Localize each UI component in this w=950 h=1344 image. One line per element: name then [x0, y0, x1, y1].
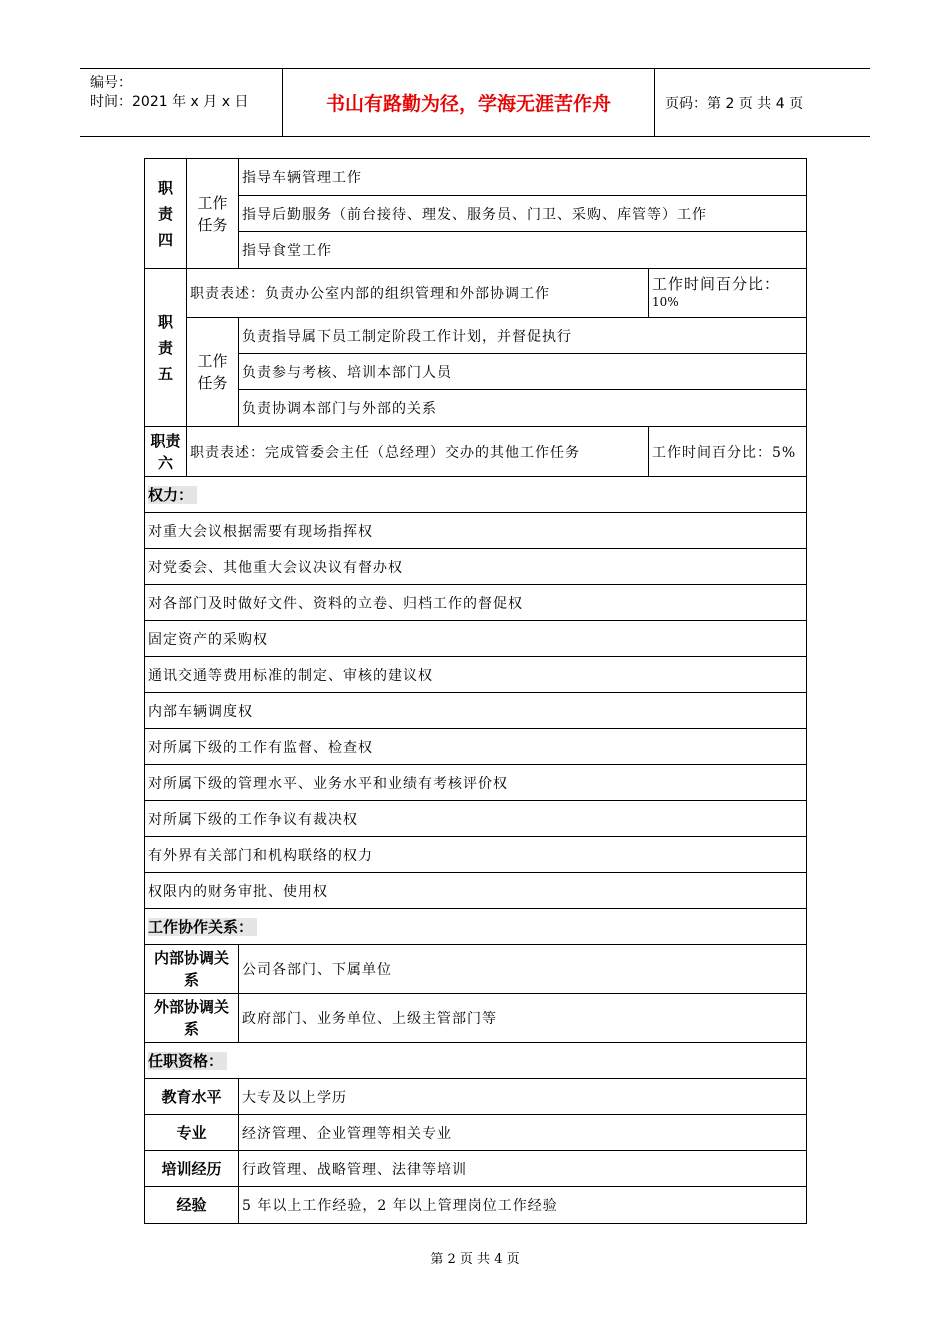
power-item: 有外界有关部门和机构联络的权力: [145, 837, 807, 873]
powers-section-row: [145, 477, 807, 513]
experience-label: 经验: [145, 1187, 239, 1224]
power-row: [145, 657, 807, 693]
duty5-task-label: 工作任务: [187, 318, 239, 427]
relations-section-row: [145, 909, 807, 945]
duty5-percentage: [649, 269, 807, 318]
duty5-task-row: [145, 354, 807, 390]
duty6-description: 职责表述：完成管委会主任（总经理）交办的其他工作任务: [187, 427, 649, 477]
duty5-description: 职责表述：负责办公室内部的组织管理和外部协调工作: [187, 269, 649, 318]
duty4-task-row: [145, 159, 807, 196]
qualifications-title: [145, 1043, 807, 1079]
relations-title: [145, 909, 807, 945]
duty6-row: [145, 427, 807, 477]
power-row: [145, 621, 807, 657]
duty5-task-1: 负责指导属下员工制定阶段工作计划，并督促执行: [239, 318, 807, 354]
qualifications-title-text: 任职资格：: [148, 1052, 227, 1070]
external-relation-label: 外部协调关系: [145, 994, 239, 1043]
duty6-percentage: 工作时间百分比：5%: [649, 427, 807, 477]
duty5-task-3: 负责协调本部门与外部的关系: [239, 390, 807, 427]
major-value: 经济管理、企业管理等相关专业: [239, 1115, 807, 1151]
duty4-task-row: [145, 196, 807, 232]
powers-title: [145, 477, 807, 513]
qualifications-section-row: [145, 1043, 807, 1079]
duty5-percentage-label: 工作时间百分比：: [652, 275, 781, 293]
duty5-desc-row: [145, 269, 807, 318]
power-item: 内部车辆调度权: [145, 693, 807, 729]
power-item: 通讯交通等费用标准的制定、审核的建议权: [145, 657, 807, 693]
external-relation-row: [145, 994, 807, 1043]
power-row: [145, 693, 807, 729]
power-item: 对所属下级的管理水平、业务水平和业绩有考核评价权: [145, 765, 807, 801]
powers-title-text: 权力：: [148, 486, 197, 504]
duty4-task-1: 指导车辆管理工作: [239, 159, 807, 196]
doc-number-label: 编号：: [90, 75, 132, 91]
major-label: 专业: [145, 1115, 239, 1151]
header-meta: [80, 69, 283, 136]
power-row: [145, 801, 807, 837]
education-row: [145, 1079, 807, 1115]
major-row: [145, 1115, 807, 1151]
power-item: 权限内的财务审批、使用权: [145, 873, 807, 909]
doc-date-label: 时间：2021 年 x 月 x 日: [90, 94, 249, 110]
power-row: [145, 549, 807, 585]
power-row: [145, 837, 807, 873]
power-item: 对所属下级的工作有监督、检查权: [145, 729, 807, 765]
experience-row: [145, 1187, 807, 1224]
power-row: [145, 585, 807, 621]
training-row: [145, 1151, 807, 1187]
job-description-table: [144, 158, 807, 1224]
header-page-number: 页码：第 2 页 共 4 页: [665, 95, 804, 112]
power-row: [145, 513, 807, 549]
duty5-task-2: 负责参与考核、培训本部门人员: [239, 354, 807, 390]
page-footer: 第 2 页 共 4 页: [430, 1252, 520, 1267]
duty5-label: 职责五: [145, 269, 187, 427]
power-item: 对所属下级的工作争议有裁决权: [145, 801, 807, 837]
duty5-percentage-value: 10%: [652, 295, 679, 309]
education-label: 教育水平: [145, 1079, 239, 1115]
training-value: 行政管理、战略管理、法律等培训: [239, 1151, 807, 1187]
internal-relation-row: [145, 945, 807, 994]
power-item: 对重大会议根据需要有现场指挥权: [145, 513, 807, 549]
power-row: [145, 765, 807, 801]
duty4-task-2: 指导后勤服务（前台接待、理发、服务员、门卫、采购、库管等）工作: [239, 196, 807, 232]
power-item: 对党委会、其他重大会议决议有督办权: [145, 549, 807, 585]
internal-relation-value: 公司各部门、下属单位: [239, 945, 807, 994]
power-row: [145, 729, 807, 765]
duty4-task-3: 指导食堂工作: [239, 232, 807, 269]
external-relation-value: 政府部门、业务单位、上级主管部门等: [239, 994, 807, 1043]
duty5-task-row: [145, 318, 807, 354]
education-value: 大专及以上学历: [239, 1079, 807, 1115]
training-label: 培训经历: [145, 1151, 239, 1187]
header-motto: 书山有路勤为径，学海无涯苦作舟: [283, 69, 655, 136]
experience-value: 5 年以上工作经验，2 年以上管理岗位工作经验: [239, 1187, 807, 1224]
duty4-task-row: [145, 232, 807, 269]
power-item: 对各部门及时做好文件、资料的立卷、归档工作的督促权: [145, 585, 807, 621]
duty6-label: 职责六: [145, 427, 187, 477]
page-header: [80, 68, 870, 137]
internal-relation-label: 内部协调关系: [145, 945, 239, 994]
power-row: [145, 873, 807, 909]
relations-title-text: 工作协作关系：: [148, 918, 257, 936]
duty4-task-label: 工作任务: [187, 159, 239, 269]
power-item: 固定资产的采购权: [145, 621, 807, 657]
duty4-label: 职责四: [145, 159, 187, 269]
duty5-task-row: [145, 390, 807, 427]
